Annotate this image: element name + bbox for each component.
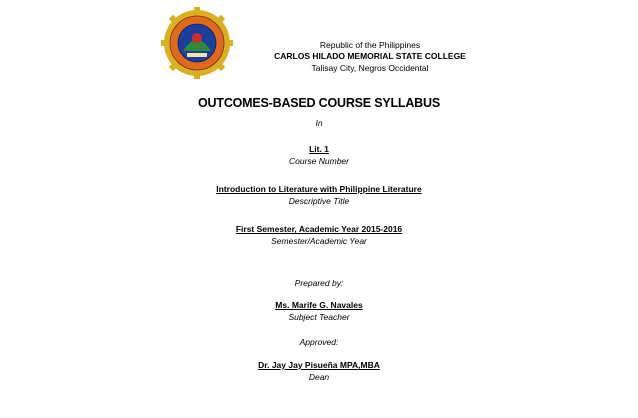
semester-academic-year-label: Semester/Academic Year [271, 236, 367, 246]
descriptive-title: Introduction to Literature with Philippine Literature [216, 184, 422, 194]
semester-academic-year: First Semester, Academic Year 2015-2016 [235, 224, 403, 234]
header-address: Talisay City, Negros Occidental [311, 63, 429, 73]
descriptive-title-label: Descriptive Title [288, 196, 350, 206]
in-label: In [315, 118, 323, 128]
dean-name: Dr. Jay Jay Pisueña MPA,MBA [258, 360, 380, 370]
prepared-by-label: Prepared by: [294, 278, 344, 288]
teacher-role: Subject Teacher [288, 312, 350, 322]
document-title: OUTCOMES-BASED COURSE SYLLABUS [198, 96, 440, 110]
approved-label: Approved: [299, 337, 339, 347]
course-number-label: Course Number [289, 156, 349, 166]
header-college-name: CARLOS HILADO MEMORIAL STATE COLLEGE [274, 51, 466, 61]
header-country: Republic of the Philippines [319, 40, 421, 50]
course-number: Lit. 1 [309, 144, 329, 154]
dean-role: Dean [308, 372, 330, 382]
teacher-name: Ms. Marife G. Navales [275, 300, 363, 310]
